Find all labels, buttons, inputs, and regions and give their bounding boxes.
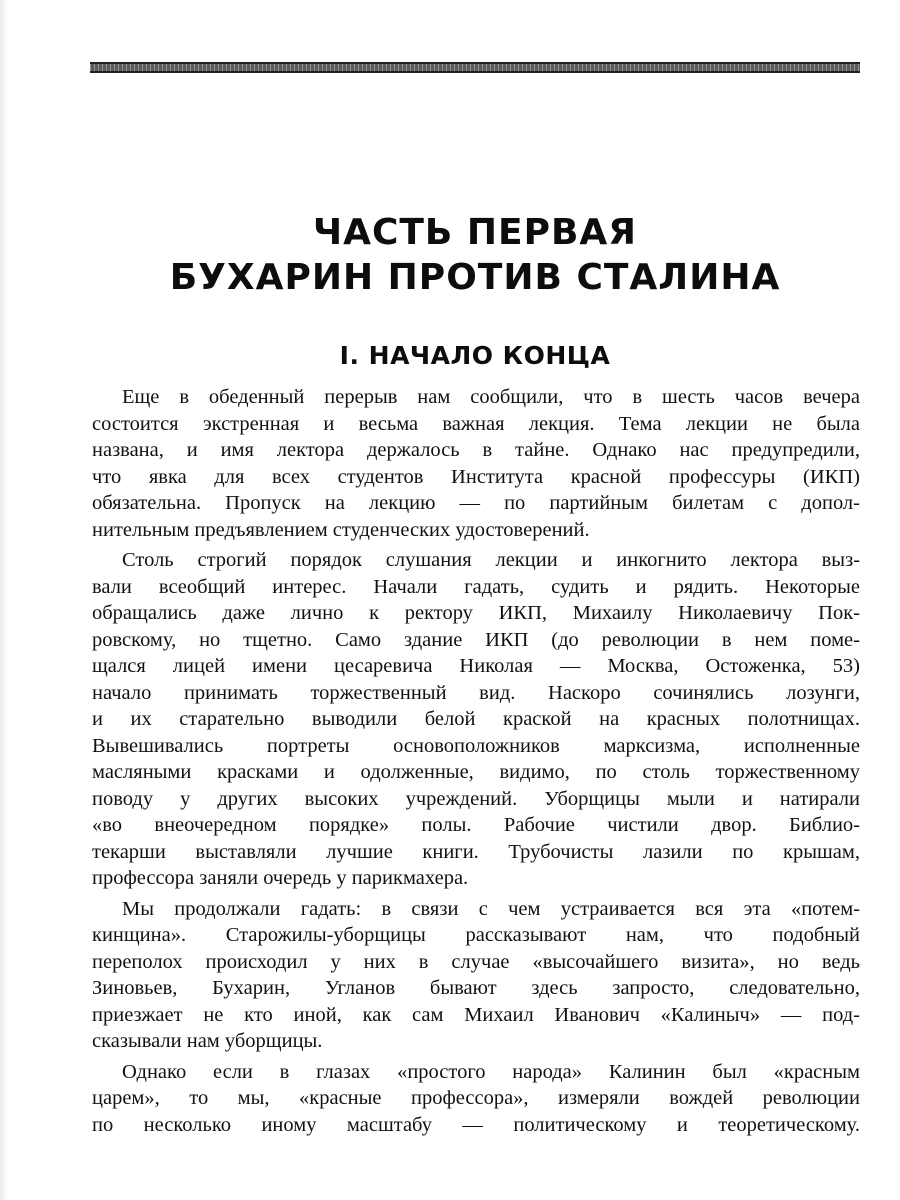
- text-line: обязательна. Пропуск на лекцию — по партийным билетам с допол-: [92, 492, 860, 514]
- text-line: царем», то мы, «красные профессора», измеряли вождей революции: [92, 1087, 860, 1109]
- text-line: Еще в обеденный перерыв нам сообщили, что в шесть часов вечера: [122, 386, 860, 408]
- chapter-body: [92, 384, 860, 1138]
- text-line: начало принимать торжественный вид. Наскоро сочинялись лозунги,: [92, 681, 860, 704]
- text-line: ровскому, но тщетно. Само здание ИКП (до революции в нем поме-: [92, 628, 860, 651]
- paragraph-1: [92, 384, 860, 543]
- text-line: переполох происходил у них в случае «высочайшего визита», но ведь: [92, 950, 860, 973]
- text-line: «во внеочередном порядке» полы. Рабочие чистили двор. Библио-: [92, 814, 860, 836]
- text-line: приезжает не кто иной, как сам Михаил Иванович «Калиныч» — под-: [92, 1003, 860, 1026]
- text-line: состоится экстренная и весьма важная лекция. Тема лекции не была: [92, 412, 860, 435]
- text-line: поводу у других высоких учреждений. Уборщицы мыли и натирали: [92, 787, 860, 810]
- text-line: профессора заняли очередь у парикмахера.: [92, 867, 469, 889]
- paragraph-3: [92, 896, 860, 1055]
- paragraph-4: [92, 1059, 860, 1139]
- text-line: названа, и имя лектора держалось в тайне. Однако нас предупредили,: [92, 439, 860, 461]
- text-line: Столь строгий порядок слушания лекции и инкогнито лектора выз-: [122, 549, 860, 571]
- part-title: [90, 210, 860, 300]
- text-line: по несколько иному масштабу — политическому и теоретическому.: [92, 1113, 860, 1136]
- text-line: обращались даже лично к ректору ИКП, Михаилу Николаевичу Пок-: [92, 602, 860, 624]
- text-line: Зиновьев, Бухарин, Угланов бывают здесь запросто, следовательно,: [92, 977, 860, 999]
- chapter-title: I. НАЧАЛО КОНЦА: [339, 341, 611, 370]
- text-line: сказывали нам уборщицы.: [92, 1030, 323, 1052]
- text-line: Мы продолжали гадать: в связи с чем устраивается вся эта «потем-: [122, 897, 860, 920]
- text-line: масляными красками и одолженные, видимо, по столь торжественному: [92, 761, 860, 783]
- text-line: нительным предъявлением студенческих удостоверений.: [92, 518, 590, 541]
- part-title-line-2: БУХАРИН ПРОТИВ СТАЛИНА: [169, 257, 781, 298]
- text-line: текарши выставляли лучшие книги. Трубочисты лазили по крышам,: [92, 840, 860, 863]
- page-edge-shadow: [0, 0, 8, 1200]
- text-line: вали всеобщий интерес. Начали гадать, судить и рядить. Некоторые: [92, 575, 860, 598]
- text-line: и их старательно выводили белой краской на красных полотнищах.: [92, 708, 860, 730]
- text-line: Однако если в глазах «простого народа» Калинин был «красным: [122, 1060, 860, 1083]
- text-line: щался лицей имени цесаревича Николая — Москва, Остоженка, 53): [92, 655, 860, 677]
- text-line: что явка для всех студентов Института красной профессуры (ИКП): [92, 465, 860, 488]
- header-rule: [90, 62, 860, 73]
- text-line: кинщина». Старожилы-уборщицы рассказывают нам, что подобный: [92, 924, 860, 946]
- part-title-line-1: ЧАСТЬ ПЕРВАЯ: [312, 212, 638, 253]
- text-line: Вывешивались портреты основоположников марксизма, исполненные: [92, 734, 860, 757]
- paragraph-2: [92, 547, 860, 892]
